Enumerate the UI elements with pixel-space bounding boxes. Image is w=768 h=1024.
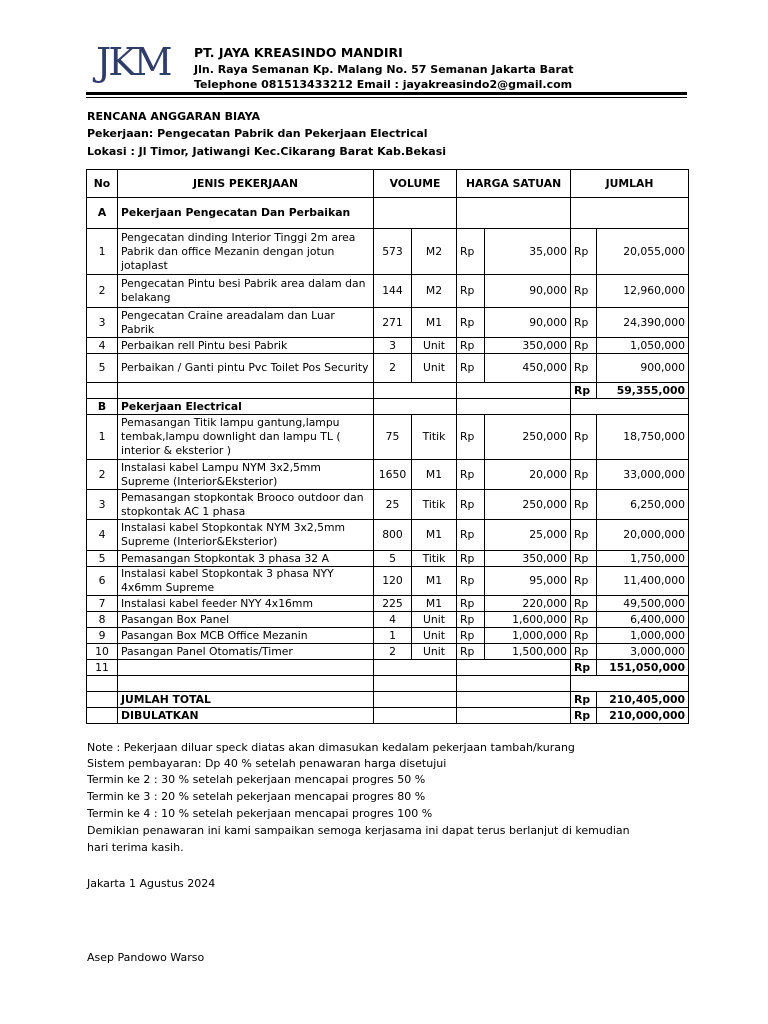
subtotal-a-amount: 59,355,000 bbox=[597, 383, 689, 399]
item-total-currency: Rp bbox=[571, 596, 597, 612]
item-no: 5 bbox=[87, 551, 118, 567]
empty-cell bbox=[87, 692, 118, 708]
item-total-currency: Rp bbox=[571, 551, 597, 567]
empty-cell bbox=[118, 660, 374, 676]
item-unit: M1 bbox=[412, 567, 457, 596]
item-description: Instalasi kabel Stopkontak NYM 3x2,5mm Supreme (Interior&Eksterior) bbox=[118, 520, 374, 551]
table-row bbox=[87, 520, 689, 551]
item-unit: M1 bbox=[412, 596, 457, 612]
rounded-total-label: DIBULATKAN bbox=[118, 708, 374, 724]
item-quantity: 120 bbox=[374, 567, 412, 596]
logo-text: JKM bbox=[96, 40, 170, 84]
item-unit-price: 90,000 bbox=[485, 275, 571, 308]
header-jumlah: JUMLAH bbox=[571, 170, 689, 198]
item-total: 20,000,000 bbox=[597, 520, 689, 551]
item-quantity: 573 bbox=[374, 229, 412, 275]
item-no: 2 bbox=[87, 275, 118, 308]
item-quantity: 1 bbox=[374, 628, 412, 644]
termin-3: Termin ke 3 : 20 % setelah pekerjaan mencapai progres 80 % bbox=[87, 790, 426, 803]
item-price-currency: Rp bbox=[457, 596, 485, 612]
item-price-currency: Rp bbox=[457, 567, 485, 596]
item-description: Pasangan Box Panel bbox=[118, 612, 374, 628]
item-no: 3 bbox=[87, 490, 118, 520]
item-no: 4 bbox=[87, 520, 118, 551]
item-description: Perbaikan rell Pintu besi Pabrik bbox=[118, 338, 374, 354]
section-b-no: B bbox=[87, 399, 118, 415]
item-unit: M1 bbox=[412, 520, 457, 551]
item-description: Pasangan Box MCB Office Mezanin bbox=[118, 628, 374, 644]
item-unit: Unit bbox=[412, 612, 457, 628]
empty-cell bbox=[87, 708, 118, 724]
header-volume: VOLUME bbox=[374, 170, 457, 198]
table-row bbox=[87, 596, 689, 612]
signatory-name: Asep Pandowo Warso bbox=[87, 951, 205, 964]
item-description: Pengecatan Craine areadalam dan Luar Pabrik bbox=[118, 308, 374, 338]
empty-cell bbox=[457, 660, 571, 676]
closing-line-2: hari terima kasih. bbox=[87, 841, 184, 854]
item-total-currency: Rp bbox=[571, 520, 597, 551]
subtotal-b-amount: 151,050,000 bbox=[597, 660, 689, 676]
item-total-currency: Rp bbox=[571, 308, 597, 338]
closing-line-1: Demikian penawaran ini kami sampaikan semoga kerjasama ini dapat terus berlanjut di kemudian bbox=[87, 824, 630, 837]
item-unit-price: 250,000 bbox=[485, 490, 571, 520]
header-divider-thin bbox=[86, 97, 687, 98]
item-unit-price: 25,000 bbox=[485, 520, 571, 551]
item-total: 20,055,000 bbox=[597, 229, 689, 275]
item-no: 5 bbox=[87, 354, 118, 383]
header-jenis: JENIS PEKERJAAN bbox=[118, 170, 374, 198]
grand-total-label: JUMLAH TOTAL bbox=[118, 692, 374, 708]
item-total-currency: Rp bbox=[571, 567, 597, 596]
item-unit-price: 220,000 bbox=[485, 596, 571, 612]
item-quantity: 1650 bbox=[374, 460, 412, 490]
item-unit-price: 350,000 bbox=[485, 338, 571, 354]
empty-cell bbox=[87, 383, 118, 399]
item-unit: Titik bbox=[412, 551, 457, 567]
table-row bbox=[87, 308, 689, 338]
item-no: 3 bbox=[87, 308, 118, 338]
document-title: RENCANA ANGGARAN BIAYA bbox=[87, 110, 260, 123]
table-row bbox=[87, 415, 689, 460]
empty-cell bbox=[457, 692, 571, 708]
table-row bbox=[87, 460, 689, 490]
item-description: Pengecatan Pintu besi Pabrik area dalam dan belakang bbox=[118, 275, 374, 308]
item-price-currency: Rp bbox=[457, 460, 485, 490]
project-line: Pekerjaan: Pengecatan Pabrik dan Pekerjaan Electrical bbox=[87, 127, 428, 140]
item-price-currency: Rp bbox=[457, 490, 485, 520]
table-row bbox=[87, 551, 689, 567]
item-price-currency: Rp bbox=[457, 308, 485, 338]
table-row bbox=[87, 275, 689, 308]
item-description: Perbaikan / Ganti pintu Pvc Toilet Pos Security bbox=[118, 354, 374, 383]
empty-cell bbox=[374, 692, 457, 708]
item-unit-price: 350,000 bbox=[485, 551, 571, 567]
section-b-row bbox=[87, 399, 689, 415]
location-line: Lokasi : Jl Timor, Jatiwangi Kec.Cikarang Barat Kab.Bekasi bbox=[87, 145, 447, 158]
item-price-currency: Rp bbox=[457, 612, 485, 628]
empty-cell bbox=[87, 676, 118, 692]
item-description: Pasangan Panel Otomatis/Timer bbox=[118, 644, 374, 660]
item-total: 1,750,000 bbox=[597, 551, 689, 567]
item-unit-price: 90,000 bbox=[485, 308, 571, 338]
item-price-currency: Rp bbox=[457, 229, 485, 275]
grand-total-row bbox=[87, 692, 689, 708]
item-unit-price: 20,000 bbox=[485, 460, 571, 490]
item-description: Pengecatan dinding Interior Tinggi 2m area Pabrik dan office Mezanin dengan jotun jotaplast bbox=[118, 229, 374, 275]
empty-cell bbox=[457, 708, 571, 724]
item-price-currency: Rp bbox=[457, 354, 485, 383]
subtotal-a-currency: Rp bbox=[571, 383, 597, 399]
company-logo bbox=[96, 40, 178, 84]
rounded-total-amount: 210,000,000 bbox=[597, 708, 689, 724]
company-address: Jln. Raya Semanan Kp. Malang No. 57 Semanan Jakarta Barat bbox=[194, 63, 574, 76]
item-quantity: 2 bbox=[374, 354, 412, 383]
item-total: 33,000,000 bbox=[597, 460, 689, 490]
empty-cell bbox=[374, 660, 457, 676]
empty-cell bbox=[374, 399, 457, 415]
item-total-currency: Rp bbox=[571, 229, 597, 275]
item-total-currency: Rp bbox=[571, 415, 597, 460]
table-row bbox=[87, 567, 689, 596]
item-total: 3,000,000 bbox=[597, 644, 689, 660]
empty-cell bbox=[374, 708, 457, 724]
item-quantity: 225 bbox=[374, 596, 412, 612]
item-no: 9 bbox=[87, 628, 118, 644]
empty-cell bbox=[118, 676, 374, 692]
empty-cell bbox=[457, 676, 571, 692]
item-total: 6,400,000 bbox=[597, 612, 689, 628]
place-date: Jakarta 1 Agustus 2024 bbox=[87, 877, 216, 890]
termin-2: Termin ke 2 : 30 % setelah pekerjaan mencapai progres 50 % bbox=[87, 773, 426, 786]
section-b-title: Pekerjaan Electrical bbox=[118, 399, 374, 415]
item-total: 1,050,000 bbox=[597, 338, 689, 354]
empty-cell bbox=[374, 383, 457, 399]
empty-cell bbox=[374, 676, 457, 692]
item-unit-price: 450,000 bbox=[485, 354, 571, 383]
note-text: Note : Pekerjaan diluar speck diatas akan dimasukan kedalam pekerjaan tambah/kurang bbox=[87, 741, 575, 754]
item-total-currency: Rp bbox=[571, 628, 597, 644]
item-price-currency: Rp bbox=[457, 628, 485, 644]
empty-cell bbox=[457, 383, 571, 399]
item-description: Instalasi kabel Lampu NYM 3x2,5mm Supreme (Interior&Eksterior) bbox=[118, 460, 374, 490]
item-price-currency: Rp bbox=[457, 338, 485, 354]
item-unit: Titik bbox=[412, 490, 457, 520]
item-unit-price: 35,000 bbox=[485, 229, 571, 275]
termin-4: Termin ke 4 : 10 % setelah pekerjaan mencapai progres 100 % bbox=[87, 807, 433, 820]
item-unit-price: 250,000 bbox=[485, 415, 571, 460]
item-quantity: 2 bbox=[374, 644, 412, 660]
item-total-currency: Rp bbox=[571, 460, 597, 490]
company-name: PT. JAYA KREASINDO MANDIRI bbox=[194, 45, 403, 60]
item-unit: M2 bbox=[412, 229, 457, 275]
item-unit: Unit bbox=[412, 644, 457, 660]
item-quantity: 3 bbox=[374, 338, 412, 354]
item-unit: M1 bbox=[412, 460, 457, 490]
empty-row bbox=[87, 676, 689, 692]
item-no: 4 bbox=[87, 338, 118, 354]
item-total: 12,960,000 bbox=[597, 275, 689, 308]
table-row bbox=[87, 644, 689, 660]
subtotal-b-row bbox=[87, 660, 689, 676]
item-quantity: 800 bbox=[374, 520, 412, 551]
item-total-currency: Rp bbox=[571, 612, 597, 628]
item-quantity: 144 bbox=[374, 275, 412, 308]
item-total-currency: Rp bbox=[571, 354, 597, 383]
subtotal-b-no: 11 bbox=[87, 660, 118, 676]
item-price-currency: Rp bbox=[457, 520, 485, 551]
item-unit-price: 1,000,000 bbox=[485, 628, 571, 644]
item-unit: Unit bbox=[412, 354, 457, 383]
item-total: 18,750,000 bbox=[597, 415, 689, 460]
company-contact: Telephone 081513433212 Email : jayakreasindo2@gmail.com bbox=[194, 78, 573, 91]
payment-text: Sistem pembayaran: Dp 40 % setelah penawaran harga disetujui bbox=[87, 757, 447, 770]
table-row bbox=[87, 628, 689, 644]
item-total: 24,390,000 bbox=[597, 308, 689, 338]
subtotal-b-currency: Rp bbox=[571, 660, 597, 676]
item-total-currency: Rp bbox=[571, 644, 597, 660]
item-total: 1,000,000 bbox=[597, 628, 689, 644]
item-unit: Unit bbox=[412, 628, 457, 644]
item-total: 900,000 bbox=[597, 354, 689, 383]
item-total: 11,400,000 bbox=[597, 567, 689, 596]
item-price-currency: Rp bbox=[457, 275, 485, 308]
table-body bbox=[87, 198, 689, 724]
item-quantity: 75 bbox=[374, 415, 412, 460]
section-a-title: Pekerjaan Pengecatan Dan Perbaikan bbox=[118, 198, 374, 229]
item-unit-price: 1,500,000 bbox=[485, 644, 571, 660]
item-total-currency: Rp bbox=[571, 490, 597, 520]
item-unit-price: 1,600,000 bbox=[485, 612, 571, 628]
item-total: 6,250,000 bbox=[597, 490, 689, 520]
item-total: 49,500,000 bbox=[597, 596, 689, 612]
grand-total-currency: Rp bbox=[571, 692, 597, 708]
item-no: 8 bbox=[87, 612, 118, 628]
item-price-currency: Rp bbox=[457, 551, 485, 567]
item-description: Instalasi kabel feeder NYY 4x16mm bbox=[118, 596, 374, 612]
table-row bbox=[87, 354, 689, 383]
item-unit: Titik bbox=[412, 415, 457, 460]
item-no: 6 bbox=[87, 567, 118, 596]
grand-total-amount: 210,405,000 bbox=[597, 692, 689, 708]
section-a-row bbox=[87, 198, 689, 229]
header-harga: HARGA SATUAN bbox=[457, 170, 571, 198]
header-divider bbox=[86, 92, 687, 95]
item-description: Pemasangan stopkontak Brooco outdoor dan stopkontak AC 1 phasa bbox=[118, 490, 374, 520]
empty-cell bbox=[457, 399, 571, 415]
item-unit: M1 bbox=[412, 308, 457, 338]
item-quantity: 271 bbox=[374, 308, 412, 338]
table-row bbox=[87, 490, 689, 520]
item-no: 2 bbox=[87, 460, 118, 490]
table-row bbox=[87, 229, 689, 275]
item-description: Pemasangan Titik lampu gantung,lampu tembak,lampu downlight dan lampu TL ( interior & eksterior ) bbox=[118, 415, 374, 460]
item-no: 7 bbox=[87, 596, 118, 612]
subtotal-a-row bbox=[87, 383, 689, 399]
empty-cell bbox=[571, 399, 689, 415]
rounded-total-row bbox=[87, 708, 689, 724]
item-price-currency: Rp bbox=[457, 644, 485, 660]
item-unit: M2 bbox=[412, 275, 457, 308]
table-row bbox=[87, 338, 689, 354]
item-description: Pemasangan Stopkontak 3 phasa 32 A bbox=[118, 551, 374, 567]
item-no: 10 bbox=[87, 644, 118, 660]
table-row bbox=[87, 612, 689, 628]
item-price-currency: Rp bbox=[457, 415, 485, 460]
item-unit: Unit bbox=[412, 338, 457, 354]
header-no: No bbox=[87, 170, 118, 198]
item-total-currency: Rp bbox=[571, 338, 597, 354]
item-no: 1 bbox=[87, 415, 118, 460]
item-unit-price: 95,000 bbox=[485, 567, 571, 596]
rounded-total-currency: Rp bbox=[571, 708, 597, 724]
item-total-currency: Rp bbox=[571, 275, 597, 308]
item-quantity: 25 bbox=[374, 490, 412, 520]
section-a-no: A bbox=[87, 198, 118, 229]
item-quantity: 5 bbox=[374, 551, 412, 567]
empty-cell bbox=[118, 383, 374, 399]
item-no: 1 bbox=[87, 229, 118, 275]
item-quantity: 4 bbox=[374, 612, 412, 628]
empty-cell bbox=[571, 676, 689, 692]
table-header-row bbox=[87, 170, 689, 198]
item-description: Instalasi kabel Stopkontak 3 phasa NYY 4x6mm Supreme bbox=[118, 567, 374, 596]
budget-table bbox=[86, 169, 689, 724]
